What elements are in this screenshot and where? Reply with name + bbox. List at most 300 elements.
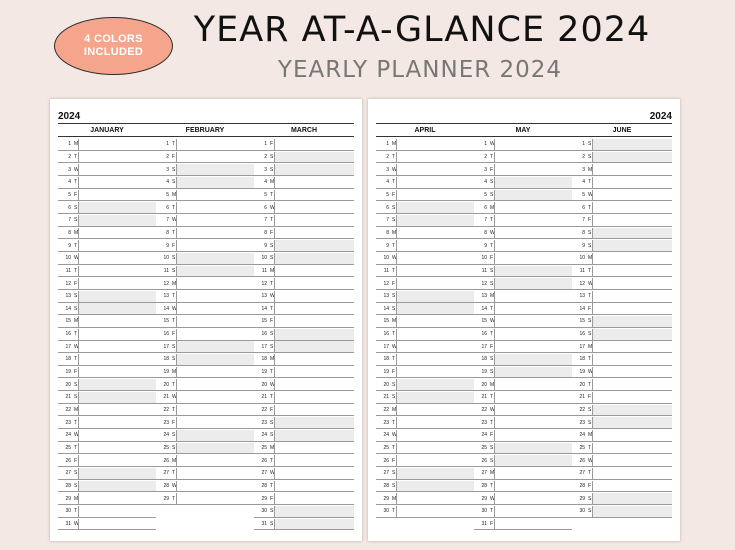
weekday-letter: S (490, 369, 494, 376)
day-row (474, 202, 572, 214)
day-row (58, 329, 156, 341)
day-number: 11 (65, 267, 71, 274)
day-number: 8 (68, 229, 71, 236)
day-number: 20 (163, 381, 169, 388)
day-row (254, 455, 354, 467)
day-number: 27 (261, 470, 267, 477)
weekday-letter: W (392, 343, 397, 350)
weekday-letter: T (74, 444, 78, 451)
weekday-letter: T (490, 242, 494, 249)
day-row (254, 164, 354, 176)
day-row (156, 367, 254, 379)
weekday-letter: T (490, 419, 494, 426)
day-writing-space (176, 228, 254, 239)
weekday-letter: W (588, 280, 593, 287)
day-row (474, 354, 572, 366)
day-row (156, 139, 254, 151)
day-number: 11 (383, 267, 389, 274)
day-writing-space (274, 215, 354, 226)
day-writing-space (176, 481, 254, 492)
day-number: 21 (65, 394, 71, 401)
day-writing-space (396, 139, 474, 150)
weekday-letter: W (270, 381, 275, 388)
day-row (58, 152, 156, 164)
day-writing-space (494, 228, 572, 239)
weekday-letter: M (490, 381, 495, 388)
day-writing-space (494, 379, 572, 390)
day-row (474, 139, 572, 151)
day-number: 14 (65, 305, 71, 312)
day-row (156, 278, 254, 290)
day-writing-space (78, 152, 156, 163)
day-number: 31 (481, 520, 487, 527)
day-writing-space (396, 164, 474, 175)
weekday-letter: S (392, 470, 396, 477)
day-writing-space (274, 291, 354, 302)
day-writing-space (396, 481, 474, 492)
day-number: 15 (481, 318, 487, 325)
weekday-letter: S (270, 166, 274, 173)
day-writing-space (494, 164, 572, 175)
day-writing-space (176, 139, 254, 150)
day-row (572, 152, 672, 164)
day-number: 26 (383, 457, 389, 464)
day-writing-space (176, 379, 254, 390)
day-row (474, 367, 572, 379)
day-number: 13 (65, 293, 71, 300)
weekday-letter: T (270, 191, 274, 198)
day-writing-space (78, 164, 156, 175)
weekday-letter: T (270, 217, 274, 224)
weekday-letter: W (490, 318, 495, 325)
day-writing-space (396, 215, 474, 226)
day-number: 12 (261, 280, 267, 287)
weekday-letter: S (270, 508, 274, 515)
day-writing-space (592, 139, 672, 150)
day-number: 9 (484, 242, 487, 249)
day-number: 25 (65, 444, 71, 451)
weekday-letter: W (74, 255, 79, 262)
weekday-letter: S (74, 470, 78, 477)
weekday-letter: M (74, 407, 79, 414)
day-number: 30 (579, 508, 585, 515)
day-row (156, 417, 254, 429)
day-row (156, 392, 254, 404)
weekday-letter: S (490, 457, 494, 464)
day-number: 5 (484, 191, 487, 198)
weekday-letter: S (490, 179, 494, 186)
day-number: 21 (261, 394, 267, 401)
day-number: 16 (65, 331, 71, 338)
day-row (254, 139, 354, 151)
weekday-letter: M (74, 229, 79, 236)
day-writing-space (274, 443, 354, 454)
day-writing-space (78, 506, 156, 517)
weekday-letter: S (392, 217, 396, 224)
day-writing-space (396, 455, 474, 466)
day-row (58, 253, 156, 265)
day-number: 17 (163, 343, 169, 350)
day-row (376, 455, 474, 467)
day-number: 2 (386, 154, 389, 161)
day-row (156, 443, 254, 455)
day-number: 15 (579, 318, 585, 325)
weekday-letter: T (270, 369, 274, 376)
weekday-letter: S (490, 356, 494, 363)
day-row (376, 190, 474, 202)
day-writing-space (176, 405, 254, 416)
day-number: 20 (383, 381, 389, 388)
day-number: 28 (481, 482, 487, 489)
weekday-letter: T (270, 305, 274, 312)
day-number: 7 (386, 217, 389, 224)
day-number: 3 (582, 166, 585, 173)
day-writing-space (274, 303, 354, 314)
planner-page-left (50, 99, 362, 541)
day-number: 27 (163, 470, 169, 477)
month-header-march: MARCH (254, 123, 354, 137)
day-number: 9 (68, 242, 71, 249)
weekday-letter: M (74, 141, 79, 148)
day-row (376, 405, 474, 417)
day-writing-space (494, 278, 572, 289)
weekday-letter: M (74, 495, 79, 502)
weekday-letter: F (270, 407, 274, 414)
day-number: 17 (481, 343, 487, 350)
day-number: 27 (579, 470, 585, 477)
day-number: 15 (383, 318, 389, 325)
day-number: 29 (481, 495, 487, 502)
day-row (376, 493, 474, 505)
weekday-letter: S (270, 242, 274, 249)
weekday-letter: S (392, 482, 396, 489)
colors-badge (54, 17, 173, 75)
day-row (254, 443, 354, 455)
weekday-letter: S (588, 407, 592, 414)
day-row (572, 278, 672, 290)
day-writing-space (592, 316, 672, 327)
day-row (156, 152, 254, 164)
weekday-letter: S (588, 508, 592, 515)
day-row (254, 228, 354, 240)
day-row (58, 430, 156, 442)
day-writing-space (592, 405, 672, 416)
day-number: 21 (383, 394, 389, 401)
day-row (474, 417, 572, 429)
day-writing-space (78, 215, 156, 226)
day-number: 13 (579, 293, 585, 300)
day-row (572, 493, 672, 505)
day-number: 12 (579, 280, 585, 287)
day-number: 8 (582, 229, 585, 236)
day-row (254, 405, 354, 417)
day-writing-space (592, 303, 672, 314)
day-number: 18 (65, 356, 71, 363)
day-writing-space (396, 240, 474, 251)
day-writing-space (78, 481, 156, 492)
day-writing-space (592, 190, 672, 201)
day-writing-space (78, 316, 156, 327)
weekday-letter: M (490, 204, 495, 211)
day-writing-space (494, 392, 572, 403)
day-writing-space (176, 443, 254, 454)
day-number: 14 (163, 305, 169, 312)
day-writing-space (396, 468, 474, 479)
day-writing-space (274, 430, 354, 441)
page-subtitle: YEARLY PLANNER 2024 (277, 57, 563, 83)
day-row (572, 468, 672, 480)
day-writing-space (78, 291, 156, 302)
day-row (156, 379, 254, 391)
day-writing-space (592, 164, 672, 175)
weekday-letter: F (588, 305, 592, 312)
weekday-letter: S (392, 305, 396, 312)
day-writing-space (274, 481, 354, 492)
day-writing-space (176, 417, 254, 428)
day-row (572, 139, 672, 151)
day-row (376, 177, 474, 189)
day-number: 29 (65, 495, 71, 502)
weekday-letter: S (74, 293, 78, 300)
day-writing-space (396, 506, 474, 517)
day-writing-space (396, 291, 474, 302)
weekday-letter: T (588, 293, 592, 300)
day-writing-space (78, 379, 156, 390)
weekday-letter: T (392, 267, 396, 274)
day-writing-space (274, 278, 354, 289)
day-row (58, 481, 156, 493)
weekday-letter: T (588, 356, 592, 363)
day-row (254, 240, 354, 252)
day-number: 7 (582, 217, 585, 224)
day-row (254, 493, 354, 505)
weekday-letter: F (490, 432, 494, 439)
day-number: 8 (484, 229, 487, 236)
day-row (376, 152, 474, 164)
day-number: 14 (579, 305, 585, 312)
day-writing-space (494, 190, 572, 201)
day-row (572, 354, 672, 366)
day-writing-space (78, 177, 156, 188)
day-row (254, 519, 354, 531)
day-writing-space (78, 417, 156, 428)
day-writing-space (396, 405, 474, 416)
day-number: 24 (163, 432, 169, 439)
day-number: 18 (481, 356, 487, 363)
weekday-letter: T (490, 217, 494, 224)
day-row (474, 329, 572, 341)
weekday-letter: M (588, 255, 593, 262)
day-row (376, 266, 474, 278)
day-number: 20 (65, 381, 71, 388)
weekday-letter: F (392, 369, 396, 376)
day-writing-space (494, 341, 572, 352)
weekday-letter: T (490, 482, 494, 489)
day-number: 20 (579, 381, 585, 388)
day-row (572, 177, 672, 189)
weekday-letter: S (270, 331, 274, 338)
day-number: 13 (481, 293, 487, 300)
day-row (254, 354, 354, 366)
weekday-letter: M (172, 280, 177, 287)
day-number: 12 (163, 280, 169, 287)
day-number: 30 (481, 508, 487, 515)
day-number: 7 (264, 217, 267, 224)
weekday-letter: M (392, 141, 397, 148)
weekday-letter: F (74, 457, 78, 464)
day-writing-space (274, 468, 354, 479)
day-writing-space (176, 152, 254, 163)
weekday-letter: S (74, 394, 78, 401)
day-number: 20 (481, 381, 487, 388)
day-number: 8 (264, 229, 267, 236)
day-number: 16 (163, 331, 169, 338)
day-row (254, 481, 354, 493)
day-number: 16 (481, 331, 487, 338)
weekday-letter: S (588, 419, 592, 426)
day-row (572, 392, 672, 404)
day-writing-space (78, 455, 156, 466)
day-writing-space (592, 240, 672, 251)
day-writing-space (494, 202, 572, 213)
day-number: 10 (163, 255, 169, 262)
day-row (376, 430, 474, 442)
day-writing-space (494, 152, 572, 163)
day-row (254, 266, 354, 278)
day-row (474, 291, 572, 303)
day-writing-space (274, 164, 354, 175)
day-row (572, 291, 672, 303)
day-row (58, 341, 156, 353)
day-writing-space (274, 139, 354, 150)
weekday-letter: S (172, 179, 176, 186)
day-writing-space (78, 367, 156, 378)
weekday-letter: S (392, 204, 396, 211)
weekday-letter: F (392, 191, 396, 198)
weekday-letter: M (588, 432, 593, 439)
weekday-letter: M (392, 407, 397, 414)
day-number: 23 (65, 419, 71, 426)
weekday-letter: T (172, 407, 176, 414)
day-row (474, 379, 572, 391)
day-row (156, 316, 254, 328)
day-number: 3 (166, 166, 169, 173)
day-writing-space (494, 405, 572, 416)
day-writing-space (592, 455, 672, 466)
day-number: 26 (163, 457, 169, 464)
day-writing-space (78, 228, 156, 239)
day-row (376, 379, 474, 391)
day-writing-space (78, 266, 156, 277)
day-number: 1 (68, 141, 71, 148)
weekday-letter: T (490, 394, 494, 401)
day-writing-space (396, 177, 474, 188)
day-writing-space (592, 379, 672, 390)
day-row (58, 417, 156, 429)
weekday-letter: S (270, 154, 274, 161)
day-row (156, 164, 254, 176)
day-writing-space (396, 303, 474, 314)
day-number: 29 (579, 495, 585, 502)
day-row (474, 303, 572, 315)
day-writing-space (176, 202, 254, 213)
weekday-letter: S (74, 381, 78, 388)
day-writing-space (494, 316, 572, 327)
day-number: 9 (386, 242, 389, 249)
day-row (254, 379, 354, 391)
day-writing-space (176, 253, 254, 264)
day-writing-space (494, 215, 572, 226)
day-writing-space (274, 367, 354, 378)
day-number: 10 (481, 255, 487, 262)
weekday-letter: T (172, 229, 176, 236)
day-number: 21 (163, 394, 169, 401)
day-writing-space (176, 215, 254, 226)
weekday-letter: M (588, 166, 593, 173)
day-row (58, 266, 156, 278)
weekday-letter: F (74, 280, 78, 287)
day-row (254, 506, 354, 518)
day-number: 10 (383, 255, 389, 262)
day-row (156, 303, 254, 315)
day-row (376, 291, 474, 303)
day-row (474, 316, 572, 328)
month-header-april: APRIL (376, 123, 474, 137)
day-writing-space (274, 240, 354, 251)
weekday-letter: M (392, 229, 397, 236)
day-writing-space (396, 341, 474, 352)
day-row (58, 303, 156, 315)
day-writing-space (274, 228, 354, 239)
day-row (58, 202, 156, 214)
day-row (572, 215, 672, 227)
weekday-letter: F (490, 255, 494, 262)
day-writing-space (396, 278, 474, 289)
weekday-letter: W (74, 432, 79, 439)
weekday-letter: F (74, 191, 78, 198)
day-row (254, 367, 354, 379)
day-number: 14 (481, 305, 487, 312)
weekday-letter: T (490, 331, 494, 338)
day-row (572, 341, 672, 353)
day-row (376, 228, 474, 240)
day-row (254, 316, 354, 328)
day-number: 28 (579, 482, 585, 489)
day-writing-space (176, 303, 254, 314)
weekday-letter: T (74, 154, 78, 161)
day-row (572, 164, 672, 176)
weekday-letter: M (270, 356, 275, 363)
day-number: 25 (481, 444, 487, 451)
day-row (572, 329, 672, 341)
day-row (376, 329, 474, 341)
weekday-letter: F (588, 482, 592, 489)
day-row (156, 253, 254, 265)
day-number: 30 (383, 508, 389, 515)
day-number: 23 (261, 419, 267, 426)
day-number: 18 (383, 356, 389, 363)
day-row (572, 228, 672, 240)
day-row (572, 379, 672, 391)
day-row (474, 240, 572, 252)
day-writing-space (592, 443, 672, 454)
weekday-letter: S (270, 255, 274, 262)
day-writing-space (494, 468, 572, 479)
weekday-letter: S (172, 255, 176, 262)
day-writing-space (78, 190, 156, 201)
weekday-letter: T (270, 457, 274, 464)
day-number: 11 (261, 267, 267, 274)
